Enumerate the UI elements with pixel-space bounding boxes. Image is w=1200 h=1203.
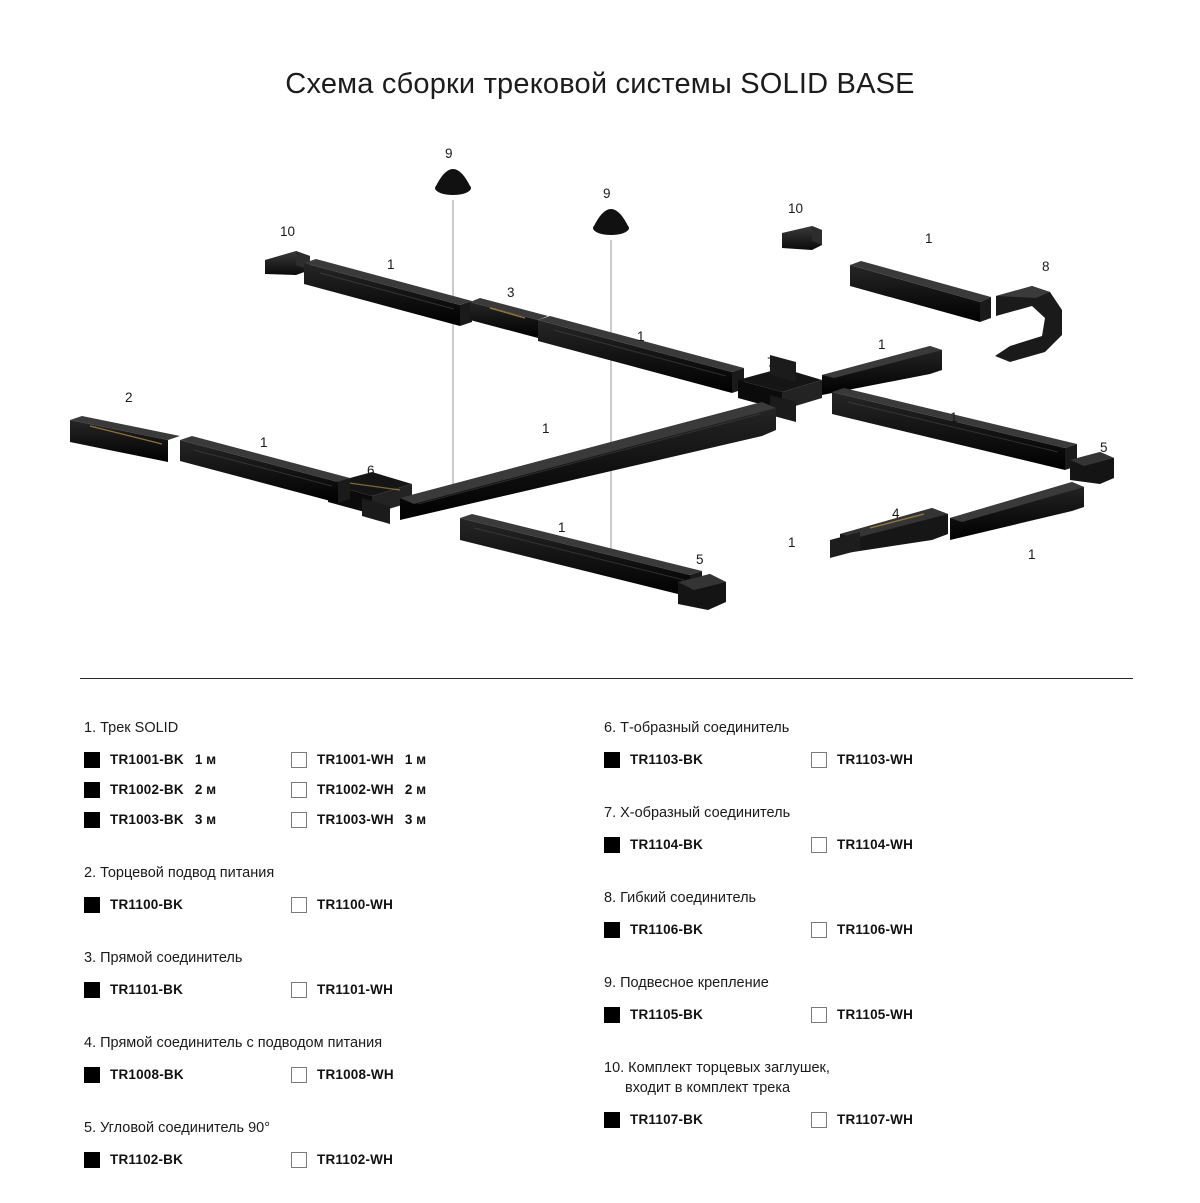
swatch-black-icon [84,812,100,828]
code-label: TR1100-BK [110,897,184,912]
swatch-black-icon [604,1112,620,1128]
legend-code-row[interactable] [604,751,811,768]
callout-label: 2 [125,390,133,405]
track-segment [460,514,702,597]
callout-label: 5 [1100,440,1108,455]
legend-code-row[interactable] [604,921,811,938]
track-segment [718,566,846,618]
legend-codes-black [84,981,291,1011]
legend-group-title: 8. Гибкий соединитель [604,890,757,906]
legend-group-title: 4. Прямой соединитель с подводом питания [84,1035,383,1051]
swatch-black-icon [84,782,100,798]
callout-label: 9 [603,186,611,201]
code-label: TR1003-WH [317,812,394,827]
legend-code-row[interactable] [604,1111,811,1128]
swatch-black-icon [84,1067,100,1083]
legend-codes-white [811,921,913,951]
code-label: TR1102-WH [317,1152,394,1167]
callout-label: 4 [892,506,900,521]
track-segment [830,330,982,388]
legend-codes-black [604,1006,811,1036]
legend-codes-black [604,751,811,781]
swatch-white-icon [291,982,307,998]
code-label: TR1001-BK [110,752,184,767]
legend-code-row[interactable] [84,981,291,998]
legend-group-end-caps [604,1058,1104,1141]
legend-codes [604,836,1104,866]
legend-code-row[interactable] [84,811,291,828]
legend-codes-white [811,1006,913,1036]
swatch-white-icon [811,1007,827,1023]
swatch-white-icon [291,812,307,828]
section-divider [80,678,1133,679]
legend-group-t-connector [604,718,1104,781]
legend-code-row[interactable] [84,1066,291,1083]
legend-code-row[interactable] [291,981,393,998]
legend-codes [84,1066,584,1096]
callout-label: 5 [696,552,704,567]
legend-codes [84,1151,584,1181]
swatch-white-icon [291,897,307,913]
code-label: TR1105-WH [837,1007,914,1022]
code-length: 3 м [404,812,427,827]
legend-codes-white [291,981,393,1011]
swatch-black-icon [604,1007,620,1023]
callout-label: 1 [387,257,395,272]
suspension-mount [435,169,629,235]
legend-code-row[interactable] [811,836,913,853]
legend-code-row[interactable] [291,1151,393,1168]
swatch-white-icon [291,752,307,768]
legend-codes [84,896,584,926]
legend-code-row[interactable] [84,781,291,798]
legend-code-row[interactable] [291,1066,394,1083]
callout-label: 1 [558,520,566,535]
code-label: TR1104-WH [837,837,914,852]
code-label: TR1104-BK [630,837,704,852]
legend [0,718,1200,1167]
legend-group-suspension-mount [604,973,1104,1036]
legend-codes-black [604,921,811,951]
legend-codes-black [84,1151,291,1181]
callout-label: 9 [445,146,453,161]
legend-group-title [604,1058,1104,1098]
page-title: Схема сборки трековой системы SOLID BASE [285,68,915,100]
code-length: 3 м [194,812,217,827]
code-label: TR1103-WH [837,752,914,767]
callout-label: 8 [1042,259,1050,274]
legend-group-title: 6. Т-образный соединитель [604,720,790,736]
legend-code-row[interactable] [604,1006,811,1023]
track-end-cap [265,251,310,275]
code-length: 1 м [194,752,217,767]
swatch-black-icon [604,752,620,768]
callout-label: 6 [367,463,375,478]
code-label: TR1101-BK [110,982,184,997]
legend-group-title: 1. Трек SOLID [84,720,179,736]
legend-codes-black [84,751,291,841]
code-label: TR1103-BK [630,752,704,767]
swatch-black-icon [604,837,620,853]
code-label: TR1101-WH [317,982,394,997]
swatch-white-icon [811,1112,827,1128]
legend-codes-white [291,751,426,841]
code-label: TR1107-WH [837,1112,914,1127]
legend-group-title: 3. Прямой соединитель [84,950,243,966]
legend-code-row[interactable] [291,781,426,798]
callout-label: 1 [1028,547,1036,562]
callout-label: 1 [260,435,268,450]
legend-group-title: 9. Подвесное крепление [604,975,769,991]
legend-code-row[interactable] [811,1111,913,1128]
legend-group-x-connector [604,803,1104,866]
legend-codes-black [84,1066,291,1096]
legend-code-row[interactable] [84,1151,291,1168]
code-label: TR1107-BK [630,1112,704,1127]
code-label: TR1105-BK [630,1007,704,1022]
code-label: TR1100-WH [317,897,394,912]
code-label: TR1008-WH [317,1067,394,1082]
end-power-feed [70,416,180,462]
legend-group-end-feed [84,863,584,926]
swatch-white-icon [291,782,307,798]
legend-codes-black [84,896,291,926]
callout-label: 1 [925,231,933,246]
legend-codes [84,751,584,841]
legend-code-row[interactable] [604,836,811,853]
code-label: TR1002-WH [317,782,394,797]
legend-code-row[interactable] [811,751,913,768]
swatch-white-icon [291,1067,307,1083]
callout-label: 3 [507,285,515,300]
assembly-diagram [70,130,1130,660]
swatch-black-icon [84,752,100,768]
code-label: TR1106-BK [630,922,704,937]
callout-label: 1 [950,410,958,425]
straight-connector [470,298,548,338]
legend-codes-black [604,1111,811,1141]
callout-label: 7 [767,355,775,370]
legend-group-title-line2: входит в комплект трека [625,1080,791,1096]
legend-code-row[interactable] [811,1006,913,1023]
legend-column-right [604,718,1104,1163]
legend-codes [604,751,1104,781]
legend-codes-white [291,1151,393,1181]
legend-code-row[interactable] [291,811,426,828]
legend-code-row[interactable] [84,896,291,913]
legend-codes-white [291,1066,394,1096]
code-label: TR1102-BK [110,1152,184,1167]
legend-codes [604,1111,1104,1141]
code-length: 2 м [194,782,217,797]
legend-codes-white [811,1111,913,1141]
legend-codes-white [811,836,913,866]
legend-code-row[interactable] [291,751,426,768]
track-end-cap [782,226,822,250]
legend-group-straight-connector [84,948,584,1011]
callout-label: 10 [788,201,804,216]
legend-group-track [84,718,584,841]
legend-group-straight-connector-power [84,1033,584,1096]
legend-codes [604,1006,1104,1036]
power-feed-connector [830,508,948,558]
swatch-black-icon [84,1152,100,1168]
legend-group-corner-connector [84,1118,584,1181]
code-label: TR1002-BK [110,782,184,797]
swatch-white-icon [811,837,827,853]
code-length: 2 м [404,782,427,797]
swatch-white-icon [811,752,827,768]
legend-code-row[interactable] [291,896,393,913]
code-label: TR1003-BK [110,812,184,827]
track-segment [850,261,991,322]
legend-group-title: 2. Торцевой подвод питания [84,865,275,881]
code-label: TR1008-BK [110,1067,184,1082]
code-label: TR1001-WH [317,752,394,767]
track-segment [832,388,1077,470]
callout-label: 1 [878,337,886,352]
legend-codes [604,921,1104,951]
legend-column-left [84,718,584,1203]
swatch-black-icon [604,922,620,938]
legend-code-row[interactable] [84,751,291,768]
legend-group-title-line1: 10. Комплект торцевых заглушек, [604,1060,830,1076]
callout-label: 1 [637,329,645,344]
track-segment [950,482,1084,540]
code-label: TR1106-WH [837,922,914,937]
legend-code-row[interactable] [811,921,913,938]
legend-codes-white [811,751,913,781]
swatch-black-icon [84,897,100,913]
legend-group-title: 5. Угловой соединитель 90° [84,1120,270,1136]
legend-codes [84,981,584,1011]
legend-codes-black [604,836,811,866]
legend-codes-white [291,896,393,926]
flexible-connector [995,286,1062,362]
legend-group-title: 7. Х-образный соединитель [604,805,791,821]
legend-group-flexible-connector [604,888,1104,951]
callout-label: 10 [280,224,296,239]
swatch-black-icon [84,982,100,998]
callout-label: 1 [542,421,550,436]
callout-label: 1 [788,535,796,550]
code-length: 1 м [404,752,427,767]
swatch-white-icon [291,1152,307,1168]
swatch-white-icon [811,922,827,938]
